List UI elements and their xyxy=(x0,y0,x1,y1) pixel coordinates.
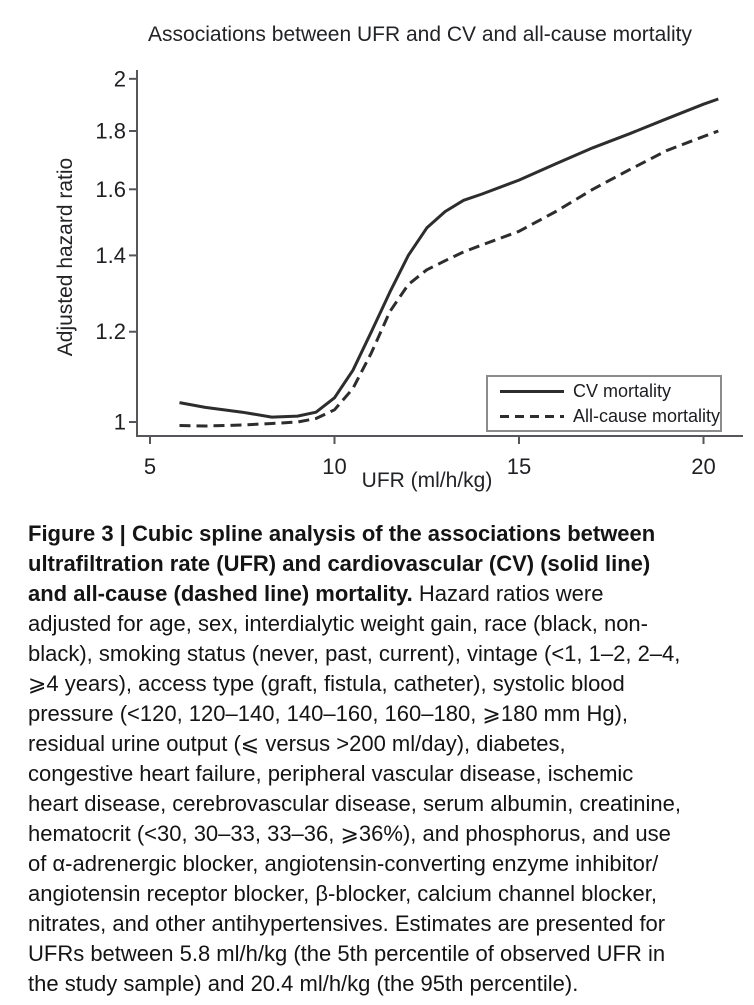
y-tick-label: 1.4 xyxy=(95,242,126,268)
x-tick-label: 15 xyxy=(506,454,532,479)
y-tick-label: 2 xyxy=(113,66,126,92)
cv-mortality-curve xyxy=(180,99,719,417)
caption-line: heart disease, cerebrovascular disease, serum albumin, creatinine, xyxy=(28,791,681,816)
caption-line: and all-cause (dashed line) mortality. Hazard ratios were xyxy=(28,581,604,606)
y-tick-label: 1.2 xyxy=(95,319,126,345)
caption-line: pressure (<120, 120–140, 140–160, 160–180, ⩾180 mm Hg), xyxy=(28,701,629,726)
caption-line: nitrates, and other antihypertensives. Estimates are presented for xyxy=(28,911,666,936)
dashed-line-sample-icon xyxy=(500,415,564,418)
x-tick-label: 10 xyxy=(322,454,347,479)
caption-line: residual urine output (⩽ versus >200 ml/day), diabetes, xyxy=(28,731,566,756)
y-tick-label: 1.6 xyxy=(95,176,126,202)
x-axis-title: UFR (ml/h/kg) xyxy=(361,469,493,492)
solid-line-sample-icon xyxy=(500,390,564,393)
caption-line: black), smoking status (never, past, current), vintage (<1, 1–2, 2–4, xyxy=(28,641,681,666)
y-tick-label: 1 xyxy=(113,409,126,435)
caption-line: Figure 3 | Cubic spline analysis of the associations between xyxy=(28,521,656,546)
y-axis-title: Adjusted hazard ratio xyxy=(54,157,77,357)
caption-line: UFRs between 5.8 ml/h/kg (the 5th percentile of observed UFR in xyxy=(28,941,666,966)
legend-label: All-cause mortality xyxy=(573,405,721,426)
legend-item-cv-mortality xyxy=(500,380,720,402)
caption-line: hematocrit (<30, 30–33, 33–36, ⩾36%), and phosphorus, and use xyxy=(28,821,671,846)
caption-line: congestive heart failure, peripheral vascular disease, ischemic xyxy=(28,761,634,786)
x-tick-label: 5 xyxy=(143,454,157,479)
figure-caption xyxy=(28,519,740,999)
y-tick-label: 1.8 xyxy=(95,118,126,144)
x-tick-label: 20 xyxy=(691,454,716,479)
caption-line: ultrafiltration rate (UFR) and cardiovascular (CV) (solid line) xyxy=(28,551,651,576)
chart-title: Associations between UFR and CV and all-cause mortality xyxy=(148,23,692,46)
caption-line: angiotensin receptor blocker, β-blocker, calcium channel blocker, xyxy=(28,881,657,906)
caption-line: adjusted for age, sex, interdialytic weight gain, race (black, non- xyxy=(28,611,648,636)
legend xyxy=(486,375,722,432)
caption-line: of α-adrenergic blocker, angiotensin-converting enzyme inhibitor/ xyxy=(28,851,659,876)
caption-line: the study sample) and 20.4 ml/h/kg (the 95th percentile). xyxy=(28,971,579,996)
legend-item-all-cause-mortality xyxy=(500,405,720,427)
legend-label: CV mortality xyxy=(573,380,672,401)
caption-line: ⩾4 years), access type (graft, fistula, catheter), systolic blood xyxy=(28,671,625,696)
